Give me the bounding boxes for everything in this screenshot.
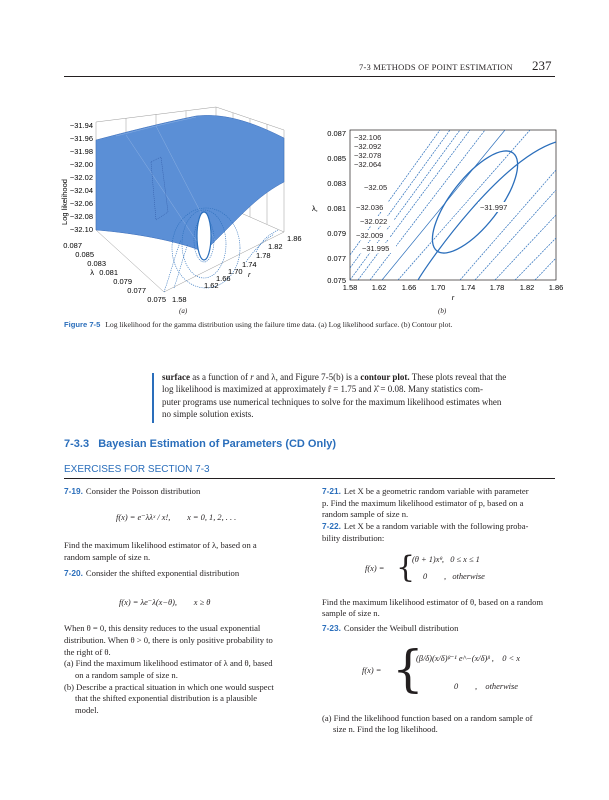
x-tick: 1.66: [401, 283, 417, 292]
y-tick: 0.083: [327, 179, 346, 188]
exercise-text: random sample of size n.: [322, 509, 409, 520]
equation-lhs: f(x) =: [362, 665, 382, 675]
intro-text: as a function of: [190, 372, 251, 382]
surface-plot: [56, 102, 306, 312]
exercise-text: sample of size n.: [322, 608, 380, 619]
z-tick: −31.98: [69, 147, 93, 156]
y-tick: 0.075: [327, 276, 346, 285]
z-tick: −32.04: [69, 186, 93, 195]
case-2: 0 , otherwise: [423, 571, 485, 581]
case-1: (θ + 1)xᶿ, 0 ≤ x ≤ 1: [412, 554, 480, 564]
exercise-number: 7-22.: [322, 521, 341, 532]
intro-text: and λ, and Figure 7-5(b) is a: [253, 372, 361, 382]
intro-text: These plots reveal that the: [409, 372, 507, 382]
brace-icon: {: [396, 549, 416, 585]
exercise-text: Find the maximum likelihood estimator of θ, based on a random: [322, 596, 544, 607]
x-tick: 1.62: [371, 283, 387, 292]
x-tick: 1.74: [460, 283, 476, 292]
lambda-axis-label: λ: [90, 268, 94, 277]
exercise-text: Let X be a random variable with the following proba-: [343, 521, 529, 532]
exercises-rule: [64, 478, 555, 479]
figure-caption: [64, 320, 564, 329]
intro-var: r: [250, 372, 254, 382]
intro-line: no simple solution exists.: [162, 409, 254, 420]
lambda-tick: 0.083: [87, 259, 106, 268]
exercise-part: (a) Find the maximum likelihood estimator of λ and θ, based: [64, 658, 273, 669]
exercise-part: that the shifted exponential distribution is a plausible: [75, 693, 258, 704]
term-surface: surface: [162, 372, 190, 382]
exercise-part: on a random sample of size n.: [75, 670, 178, 681]
shifted-exp-equation: f(x) = λe⁻λ(x−θ), x ≥ θ: [119, 597, 211, 607]
brace-icon: {: [392, 639, 424, 698]
contour-label: −32.009: [356, 231, 384, 240]
z-tick: −32.10: [69, 225, 93, 234]
exercise-number: 7-19.: [64, 486, 83, 496]
margin-bar: [152, 373, 154, 423]
lambda-tick: 0.075: [147, 295, 166, 304]
z-tick: −31.96: [69, 134, 93, 143]
exercise-text: When θ = 0, this density reduces to the usual exponential: [64, 623, 261, 634]
r-tick: 1.74: [242, 260, 257, 269]
r-tick: 1.78: [256, 251, 271, 260]
figure-caption-label: Figure 7-5: [64, 320, 101, 329]
contour-plot: [310, 120, 565, 310]
piecewise-equation-theta: [322, 551, 558, 589]
lambda-tick: 0.087: [63, 241, 82, 250]
exercise-part: (a) Find the likelihood function based on a random sample of: [322, 712, 533, 723]
y-axis-label: λ,: [312, 204, 318, 213]
exercise-number: 7-23.: [322, 622, 341, 633]
r-tick: 1.86: [287, 234, 302, 243]
r-tick: 1.58: [172, 295, 187, 304]
contour-label: −32.022: [360, 217, 388, 226]
left-column: [64, 486, 304, 717]
contour-label: −32.064: [354, 160, 382, 169]
contour-label: −32.092: [354, 142, 382, 151]
exercise-number: 7-20.: [64, 567, 83, 578]
z-tick: −31.94: [69, 121, 93, 130]
exercise-text: distribution. When θ > 0, there is only positive probability to: [64, 634, 273, 645]
running-header: 7-3 METHODS OF POINT ESTIMATION: [359, 62, 513, 72]
subfigure-a-label: (a): [179, 307, 188, 315]
piecewise-equation-weibull: [322, 641, 558, 703]
subfigure-b-label: (b): [438, 307, 447, 315]
y-tick: 0.081: [327, 204, 346, 213]
r-tick: 1.82: [268, 242, 283, 251]
x-tick: 1.70: [430, 283, 446, 292]
x-tick: 1.78: [489, 283, 505, 292]
z-tick: −32.08: [69, 212, 93, 221]
r-axis-label: r: [248, 270, 251, 279]
header-rule: [64, 76, 555, 77]
poisson-equation: f(x) = e⁻λλˣ / x!, x = 0, 1, 2, . . .: [116, 512, 237, 522]
contour-label: −32.036: [356, 203, 384, 212]
exercise-text: Consider the shifted exponential distribution: [85, 567, 240, 578]
right-column: [322, 486, 558, 736]
contour-label: −32.106: [354, 133, 382, 142]
x-tick: 1.82: [519, 283, 535, 292]
exercise-text: Find the maximum likelihood estimator of λ, based on a: [64, 540, 257, 551]
x-tick: 1.86: [548, 283, 564, 292]
y-tick: 0.085: [327, 154, 346, 163]
r-tick: 1.70: [228, 267, 243, 276]
exercise-number: 7-21.: [322, 486, 341, 496]
lambda-tick: 0.079: [113, 277, 132, 286]
exercise-text: the right of θ.: [64, 646, 111, 657]
y-tick: 0.077: [327, 254, 346, 263]
figure-caption-text: Log likelihood for the gamma distribution using the failure time data. (a) Log likelihood surface. (b) Contour plot.: [105, 320, 453, 329]
lambda-tick: 0.085: [75, 250, 94, 259]
exercise-text: p. Find the maximum likelihood estimator of p, based on a: [322, 497, 524, 508]
exercise-text: Consider the Weibull distribution: [343, 622, 459, 633]
intro-line: log likelihood is maximized at approximately r̂ = 1.75 and λ̂ = 0.08. Many statistics com-: [162, 384, 483, 395]
contour-label: −31.997: [480, 203, 508, 212]
contour-label: −32.078: [354, 151, 382, 160]
z-axis-label: Log likelihood: [60, 179, 69, 225]
intro-paragraph: [162, 371, 556, 421]
case-2: 0 , otherwise: [454, 681, 518, 691]
r-tick: 1.66: [216, 274, 231, 283]
case-1: (β/δ)(x/δ)ᵝ⁻¹ e^−(x/δ)ᵝ , 0 < x: [416, 653, 520, 663]
equation-lhs: f(x) =: [365, 563, 385, 573]
surface-fill: [96, 115, 284, 252]
term-contour: contour plot.: [360, 372, 410, 382]
y-tick: 0.087: [327, 129, 346, 138]
exercise-text: bility distribution:: [322, 532, 385, 543]
exercises-heading: EXERCISES FOR SECTION 7-3: [64, 464, 210, 475]
z-tick: −32.02: [69, 173, 93, 182]
lambda-tick: 0.077: [127, 286, 146, 295]
exercise-part: (b) Describe a practical situation in which one would suspect: [64, 681, 274, 692]
exercise-text: random sample of size n.: [64, 552, 151, 563]
z-tick: −32.00: [69, 160, 93, 169]
r-tick: 1.62: [204, 281, 219, 290]
x-axis-label: r: [451, 293, 455, 302]
section-heading: 7-3.3 Bayesian Estimation of Parameters (CD Only): [64, 438, 337, 450]
exercise-part: size n. Find the log likelihood.: [333, 724, 438, 735]
surface-max-contour: [197, 212, 211, 260]
z-tick: −32.06: [69, 199, 93, 208]
contour-label: −32.05: [364, 183, 388, 192]
x-tick: 1.58: [342, 283, 358, 292]
exercise-text: Let X be a geometric random variable with parameter: [343, 486, 529, 496]
y-tick: 0.079: [327, 229, 346, 238]
exercise-part: model.: [75, 705, 99, 716]
lambda-tick: 0.081: [99, 268, 118, 277]
page-number: 237: [532, 58, 552, 73]
max-contour: [418, 138, 532, 265]
intro-line: puter programs use numerical techniques to solve for the maximum likelihood estimates when: [162, 396, 502, 407]
contour-label: −31.995: [362, 244, 390, 253]
exercise-text: Consider the Poisson distribution: [85, 486, 201, 496]
